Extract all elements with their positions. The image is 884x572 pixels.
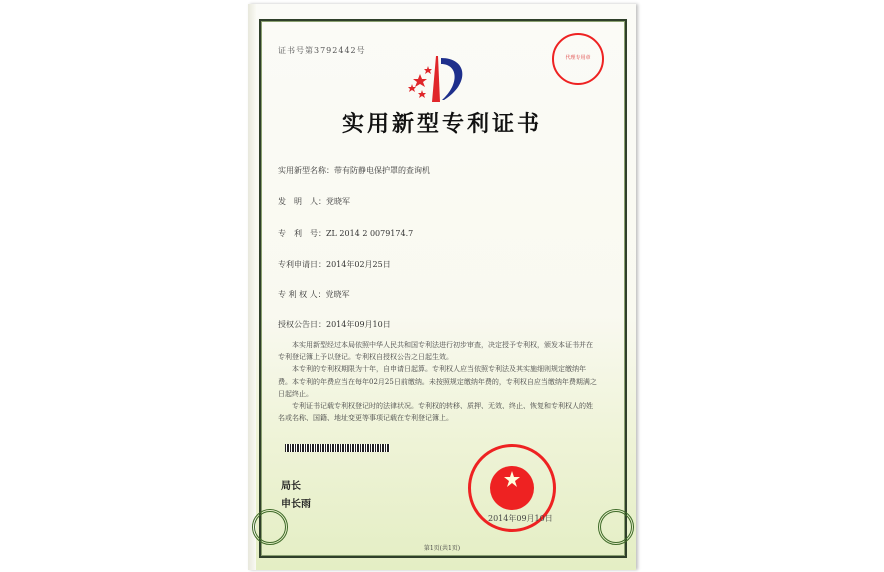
signer-name: 申长雨 [281, 499, 311, 510]
certificate-body-text [278, 339, 598, 424]
agency-seal [552, 33, 604, 85]
signer-title: 局长 [281, 481, 301, 492]
field-label: 专 利 号： [278, 229, 326, 238]
field-label: 发 明 人： [278, 197, 326, 206]
field-utility-model-name [278, 165, 430, 176]
agency-seal-text: 代理专用章 [565, 55, 591, 61]
page-number: 第1页(共1页) [423, 545, 461, 552]
certificate-title: 实用新型专利证书 [341, 111, 542, 137]
field-label: 实用新型名称： [278, 166, 334, 175]
field-label: 授权公告日： [278, 320, 326, 329]
field-value: 2014年09月10日 [326, 320, 391, 329]
field-grant-date [278, 319, 391, 330]
certificate-page [248, 4, 636, 570]
field-inventor [278, 196, 350, 207]
body-paragraph: 本专利的专利权期限为十年，自申请日起算。专利权人应当依照专利法及其实施细则规定缴纳年费。本专利的年费应当在每年02月25日前缴纳。未按照规定缴纳年费的，专利权自应当缴纳年费期满之日起终止。 [278, 365, 597, 398]
field-value: 2014年02月25日 [326, 260, 391, 269]
field-value: ZL 2014 2 0079174.7 [326, 229, 414, 238]
field-value: 党晓军 [326, 197, 350, 206]
patent-office-logo-icon [408, 54, 478, 104]
barcode [285, 444, 390, 452]
field-patent-number [278, 228, 413, 239]
certificate-number: 证书号第3792442号 [278, 46, 366, 55]
field-value: 党晓军 [325, 290, 350, 299]
field-patentee [278, 289, 350, 300]
corner-ornament [598, 509, 634, 545]
field-label: 专 利 权 人： [278, 290, 326, 299]
corner-ornament [252, 509, 288, 545]
field-label: 专利申请日： [278, 260, 326, 269]
body-paragraph: 本实用新型经过本局依照中华人民共和国专利法进行初步审查，决定授予专利权，颁发本证书并在专利登记簿上予以登记。专利权自授权公告之日起生效。 [278, 341, 593, 362]
field-application-date [278, 259, 391, 270]
seal-date: 2014年09月10日 [488, 514, 553, 523]
field-value: 带有防静电保护罩的查询机 [334, 166, 430, 175]
body-paragraph: 专利证书记载专利权登记时的法律状况。专利权的转移、质押、无效、终止、恢复和专利权人的姓名或名称、国籍、地址变更等事项记载在专利登记簿上。 [278, 402, 593, 423]
